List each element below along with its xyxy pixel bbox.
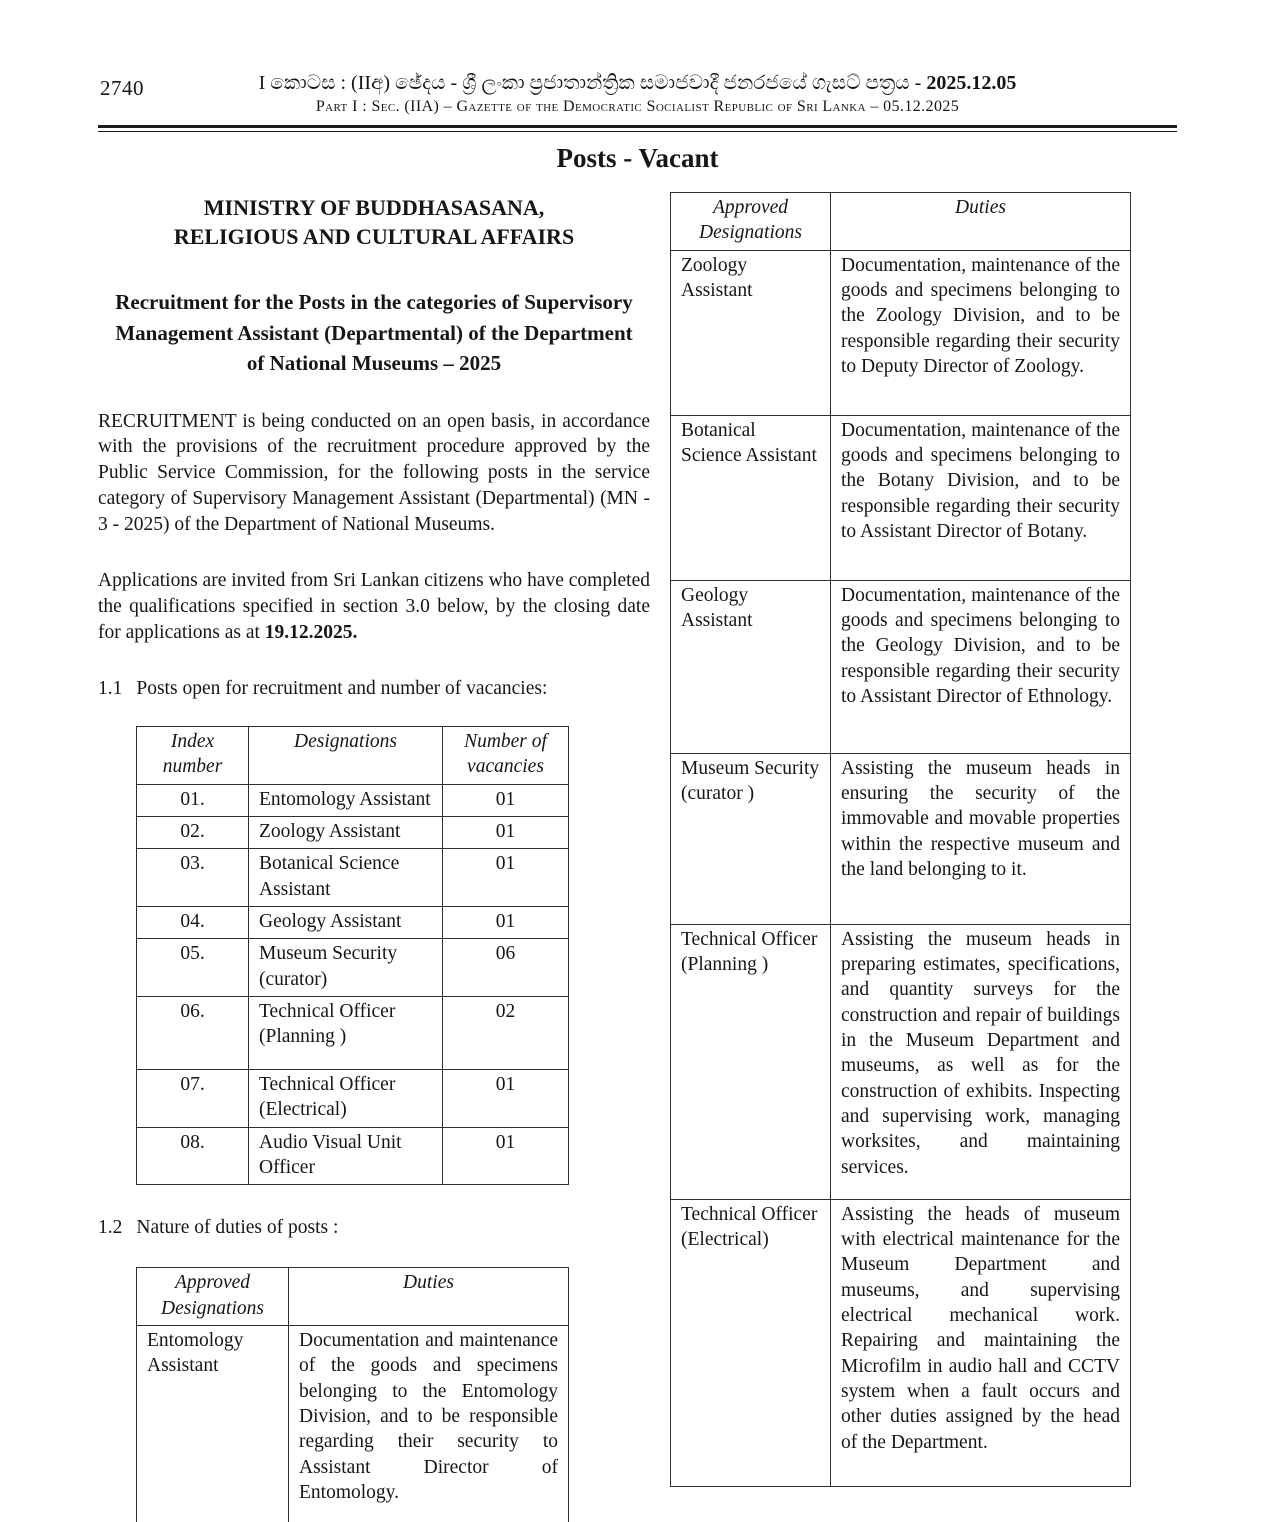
vacancy-designation: Audio Visual Unit Officer — [249, 1127, 443, 1185]
vacancy-count: 01 — [443, 816, 569, 848]
section-1-1 — [98, 678, 650, 700]
vacancy-designation: Technical Officer (Electrical) — [249, 1069, 443, 1127]
table-row — [671, 580, 1131, 753]
paragraph-applications — [98, 568, 650, 646]
table-row — [137, 1069, 569, 1127]
section-1-2-text: Nature of duties of posts : — [136, 1217, 339, 1239]
table-row — [137, 1326, 569, 1522]
paragraph-recruitment: RECRUITMENT is being conducted on an open basis, in accordance with the provisions of the recruitment procedure approved by the Public Service Commission, for the following posts in the service category of Supervisory Management Assistant (Departmental) (MN - 3 - 2025) of the Department of National Museums. — [98, 410, 650, 536]
vacancy-designation: Botanical Science Assistant — [249, 849, 443, 907]
designation-cell: Technical Officer (Electrical) — [671, 1199, 831, 1486]
designation-cell: Technical Officer (Planning ) — [671, 924, 831, 1199]
vacancy-count: 01 — [443, 906, 569, 938]
table-row — [137, 906, 569, 938]
designation-cell: Geology Assistant — [671, 580, 831, 753]
duties-cell: Documentation and maintenance of the goods and specimens belonging to the Entomology Division, and to be responsible regarding their security to Assistant Director of Entomology. — [289, 1326, 569, 1522]
designation-cell: Zoology Assistant — [671, 250, 831, 415]
header-sinhala-text: I කොටස : (IIඅ) ඡේදය - ශ්‍රී ලංකා ප්‍රජාතාන්ත්‍රික සමාජවාදී ජනරජයේ ගැසට් පත්‍රය - — [258, 72, 927, 94]
header-double-rule — [98, 125, 1177, 132]
vacancies-header-designation: Designations — [249, 726, 443, 784]
vacancy-count: 02 — [443, 996, 569, 1069]
vacancy-count: 01 — [443, 784, 569, 816]
vacancy-designation: Technical Officer (Planning ) — [249, 996, 443, 1069]
vacancy-count: 06 — [443, 939, 569, 997]
ministry-line-1: MINISTRY OF BUDDHASASANA, — [203, 195, 545, 220]
duties-cell: Assisting the museum heads in preparing estimates, specifications, and quantity surveys for the construction and repair of buildings in the Museum Department and museums, as well as for the construction of exhibits. Inspecting and supervising work, managing worksites, and maintaining services. — [831, 924, 1131, 1199]
vacancy-designation: Museum Security (curator) — [249, 939, 443, 997]
designation-cell: Museum Security (curator ) — [671, 753, 831, 924]
recruitment-subtitle: Recruitment for the Posts in the categories of Supervisory Management Assistant (Departmental) of the Department of National Museums – 2025 — [115, 290, 633, 376]
table-row — [137, 849, 569, 907]
duties-right-header-row — [671, 193, 1131, 251]
duties-table-left — [136, 1267, 569, 1522]
table-row — [671, 1199, 1131, 1486]
duties-cell: Assisting the museum heads in ensuring the security of the immovable and movable properties within the respective museum and the land belonging to it. — [831, 753, 1131, 924]
duties-right-header-designation: Approved Designations — [671, 193, 831, 251]
vacancy-index: 01. — [137, 784, 249, 816]
duties-cell: Documentation, maintenance of the goods and specimens belonging to the Botany Division, and to be responsible regarding their security to Assistant Director of Botany. — [831, 415, 1131, 580]
duties-right-header-duties: Duties — [831, 193, 1131, 251]
table-row — [137, 1127, 569, 1185]
vacancy-index: 08. — [137, 1127, 249, 1185]
table-row — [137, 816, 569, 848]
section-1-2 — [98, 1217, 650, 1239]
duties-left-header-designation: Approved Designations — [137, 1268, 289, 1326]
table-row — [671, 250, 1131, 415]
table-row — [137, 939, 569, 997]
closing-date: 19.12.2025. — [264, 621, 358, 643]
page-number: 2740 — [100, 76, 144, 100]
vacancy-designation: Entomology Assistant — [249, 784, 443, 816]
duties-cell: Documentation, maintenance of the goods and specimens belonging to the Zoology Division, and to be responsible regarding their security to Deputy Director of Zoology. — [831, 250, 1131, 415]
vacancy-count: 01 — [443, 849, 569, 907]
two-column-layout — [98, 184, 1177, 1522]
table-row — [671, 415, 1131, 580]
vacancy-index: 03. — [137, 849, 249, 907]
vacancy-index: 02. — [137, 816, 249, 848]
right-column — [670, 184, 1130, 1487]
section-1-1-text: Posts open for recruitment and number of vacancies: — [136, 677, 548, 699]
section-1-1-number: 1.1 — [98, 677, 123, 699]
duties-cell: Assisting the heads of museum with electrical maintenance for the Museum Department and museums, and supervising electrical mechanical work. Repairing and maintaining the Microfilm in audio hall and CCTV system when a fault occurs and other duties assigned by the head of the Department. — [831, 1199, 1131, 1486]
duties-cell: Documentation, maintenance of the goods and specimens belonging to the Geology Division, and to be responsible regarding their security to Assistant Director of Ethnology. — [831, 580, 1131, 753]
left-column — [98, 184, 650, 1522]
ministry-line-2: RELIGIOUS AND CULTURAL AFFAIRS — [173, 223, 575, 249]
vacancy-index: 04. — [137, 906, 249, 938]
table-row — [137, 784, 569, 816]
gazette-header — [98, 72, 1177, 132]
vacancy-designation: Zoology Assistant — [249, 816, 443, 848]
page-title: Posts - Vacant — [556, 143, 719, 173]
table-row — [671, 924, 1131, 1199]
duties-table-right — [670, 192, 1131, 1487]
vacancies-header-index: Index number — [137, 726, 249, 784]
vacancy-index: 06. — [137, 996, 249, 1069]
vacancy-designation: Geology Assistant — [249, 906, 443, 938]
header-sinhala-line — [98, 72, 1177, 95]
vacancies-table — [136, 726, 569, 1185]
vacancy-count: 01 — [443, 1069, 569, 1127]
vacancies-header-count: Number of vacancies — [443, 726, 569, 784]
designation-cell: Botanical Science Assistant — [671, 415, 831, 580]
duties-left-header-row — [137, 1268, 569, 1326]
paragraph-applications-text: Applications are invited from Sri Lankan citizens who have completed the qualifications specified in section 3.0 below, by the closing date for applications as at — [98, 570, 650, 643]
vacancy-index: 07. — [137, 1069, 249, 1127]
header-sinhala-date: 2025.12.05 — [926, 72, 1017, 94]
table-row — [137, 996, 569, 1069]
duties-left-header-duties: Duties — [289, 1268, 569, 1326]
vacancies-header-row — [137, 726, 569, 784]
vacancy-count: 01 — [443, 1127, 569, 1185]
designation-cell: Entomology Assistant — [137, 1326, 289, 1522]
table-row — [671, 753, 1131, 924]
ministry-heading — [98, 194, 650, 251]
vacancy-index: 05. — [137, 939, 249, 997]
header-english-line: Part I : Sec. (IIA) – Gazette of the Democratic Socialist Republic of Sri Lanka – 05.12.2025 — [315, 98, 960, 115]
section-1-2-number: 1.2 — [98, 1217, 123, 1239]
